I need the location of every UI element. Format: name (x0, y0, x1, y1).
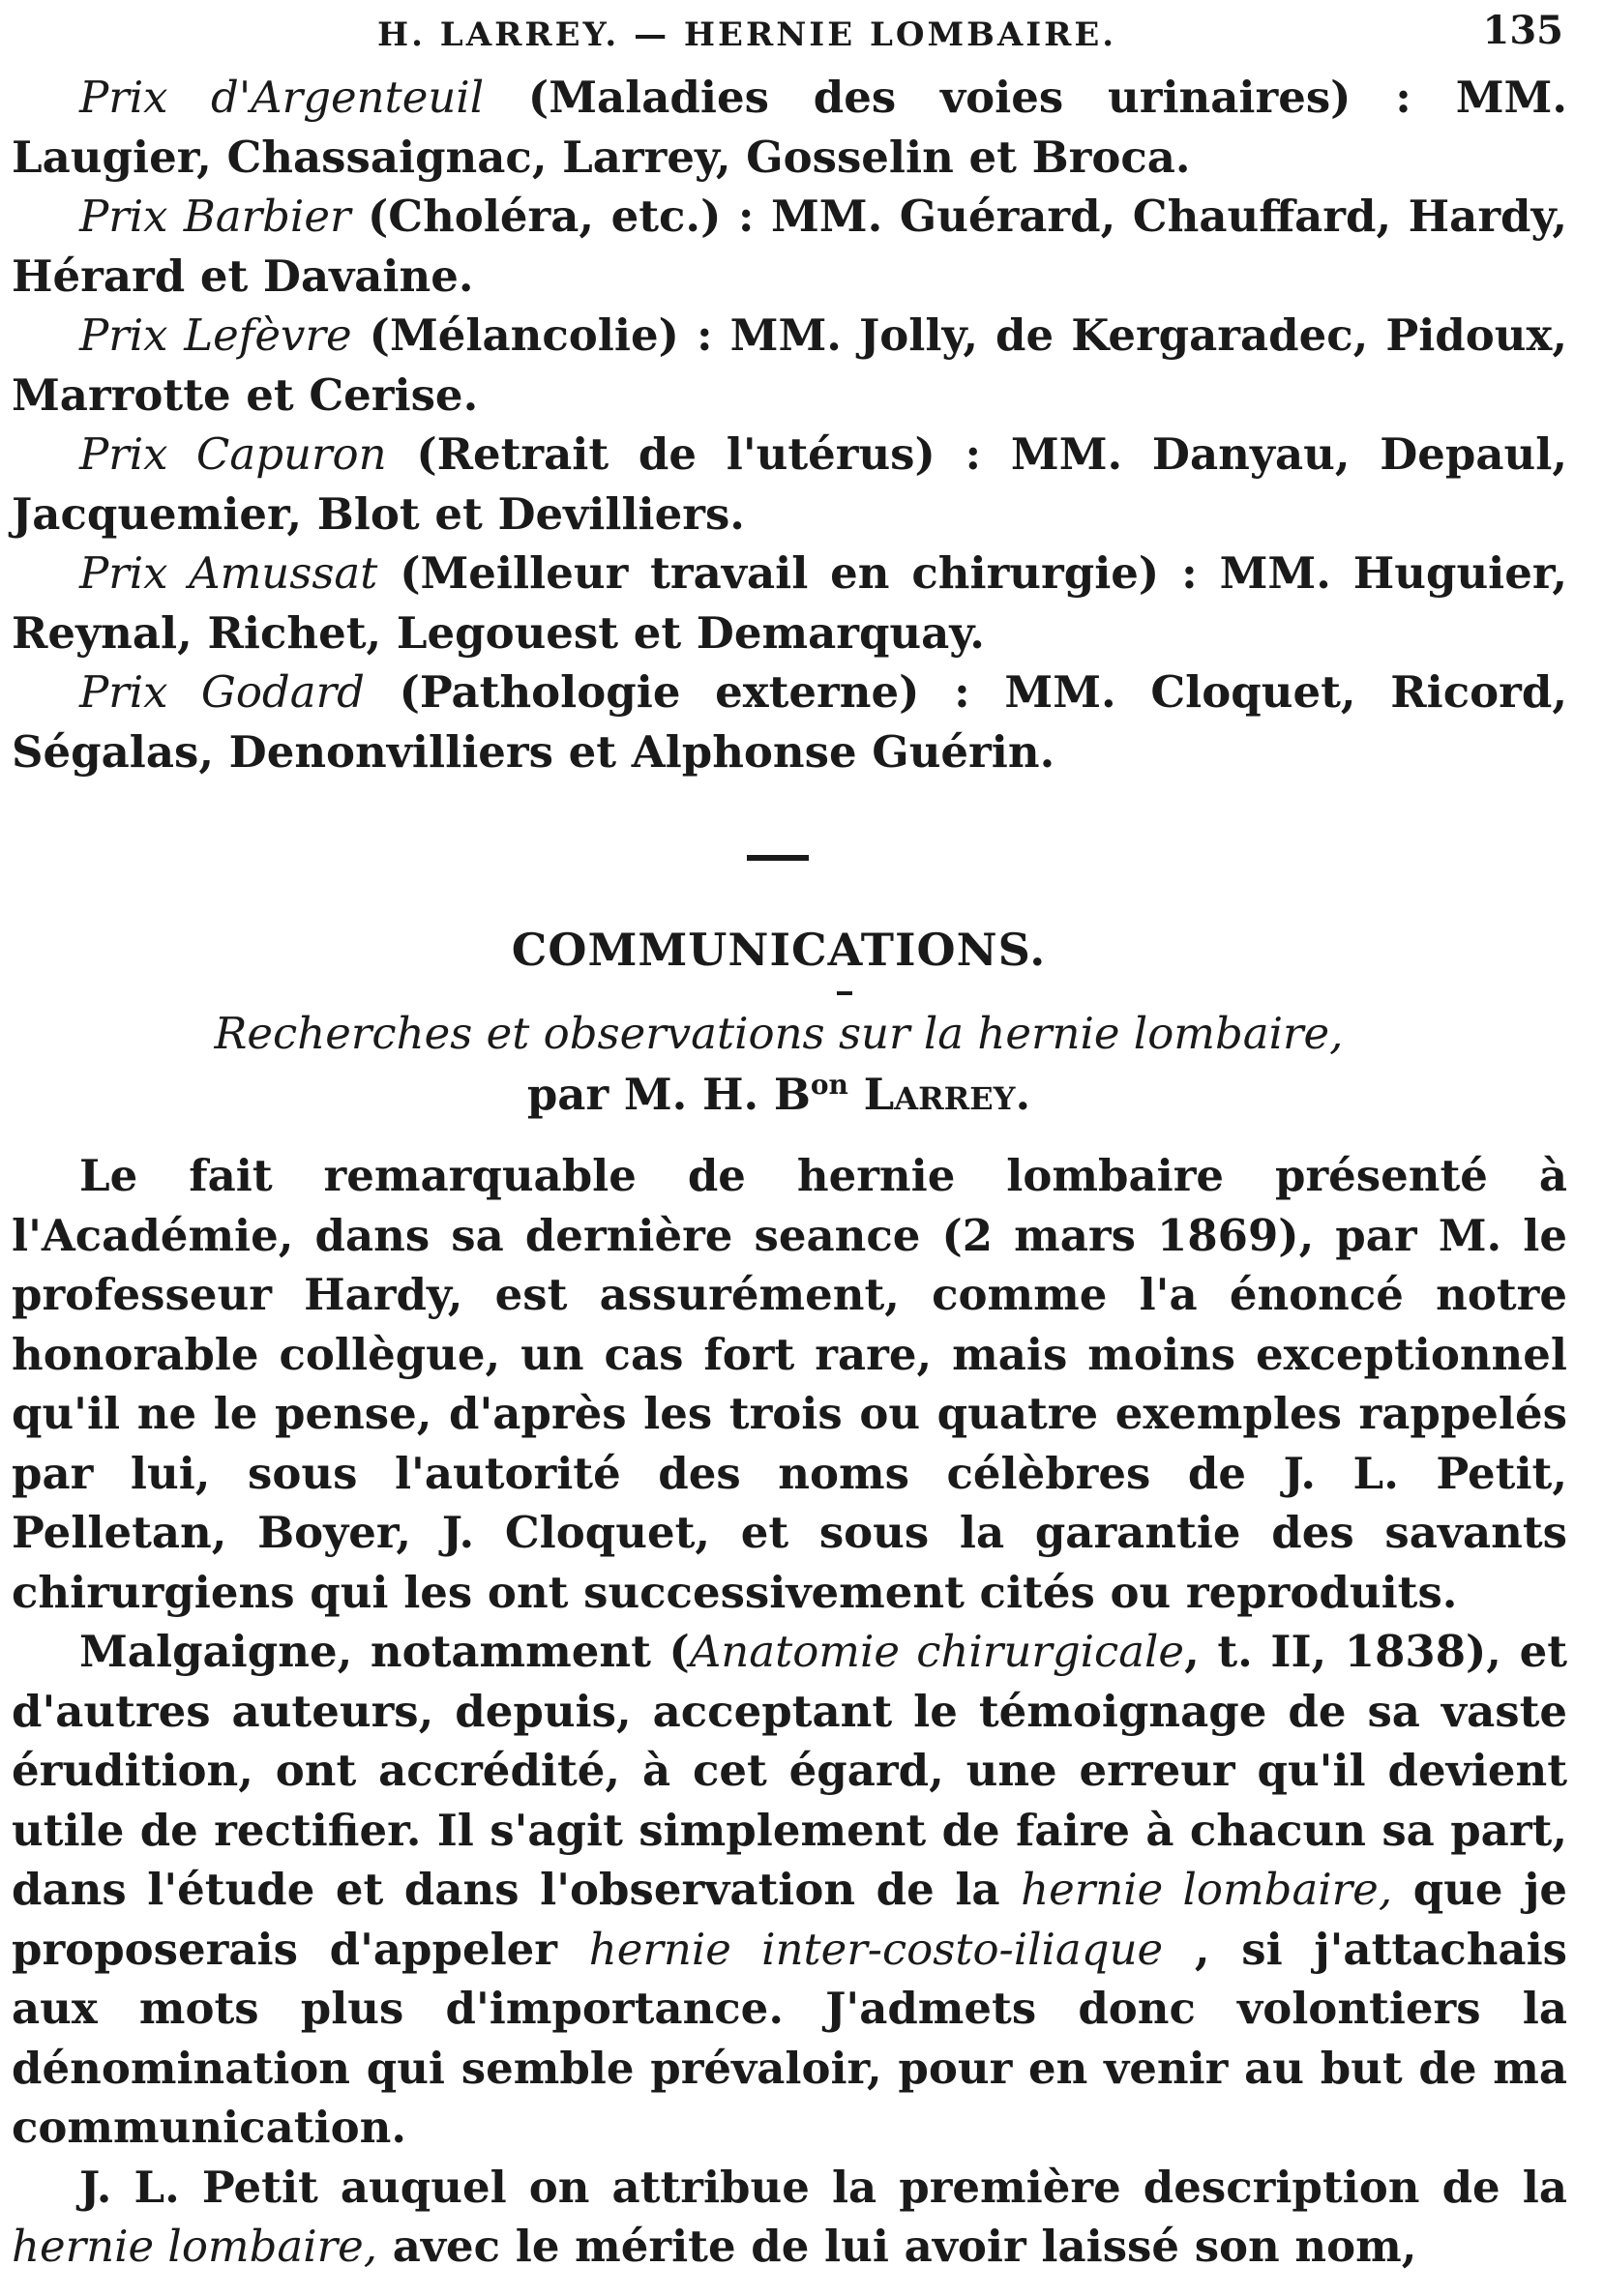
byline-prefix: par M. H. B (526, 1069, 811, 1120)
prize-entry (12, 187, 1567, 306)
body-paragraph: Le fait remarquable de hernie lombaire présenté à l'Académie, dans sa dernière seance (2 mars 1869), par M. le professeur Hardy, est assurément, comme l'a énoncé notre honorable collègue, un cas fort rare, mais moins exceptionnel qu'il ne le pense, d'après les trois ou quatre exemples rappelés par lui, sous l'autorité des noms célèbres de J. L. Petit, Pelletan, Boyer, J. Cloquet, et sous la garantie des savants chirurgiens qui les ont successivement cités ou reproduits. (12, 1150, 1567, 1618)
prize-name: Prix Lefèvre (79, 309, 352, 361)
article-byline (0, 1069, 1558, 1120)
byline-superscript: on (810, 1069, 848, 1101)
body-paragraph (12, 1622, 1567, 2158)
article-title: Recherches et observations sur la hernie lombaire, (214, 1008, 1344, 1059)
book-title: Anatomie chirurgicale (689, 1626, 1185, 1677)
page-header (0, 6, 1604, 64)
page-number: 135 (1482, 8, 1563, 53)
prize-name: Prix Barbier (79, 191, 351, 242)
prize-list (12, 68, 1567, 781)
text-run: Malgaigne, notamment ( (79, 1626, 690, 1677)
prize-entry (12, 306, 1567, 425)
section-title: COMMUNICATIONS. (511, 924, 1047, 976)
prize-details: (Retrait de l'utérus) : MM. Danyau, Depaul, Jacquemier, Blot et Devilliers. (12, 428, 1567, 540)
prize-entry (12, 68, 1567, 187)
prize-name: Prix Amussat (79, 547, 378, 599)
text-run: , si j'attachais aux mots plus d'importance. J'admets donc volontiers la dénomination qui semble prévaloir, pour en venir au but de ma communication. (12, 1923, 1568, 2153)
text-run: J. L. Petit auquel on attribue la première description de la (79, 2161, 1567, 2213)
italic-term: hernie lombaire, (12, 2221, 378, 2272)
italic-term: hernie lombaire, (1021, 1864, 1393, 1915)
italic-term: hernie inter-costo-iliaque (588, 1923, 1164, 1975)
byline-author: Larrey. (863, 1069, 1031, 1120)
prize-entry (12, 544, 1567, 662)
running-head: H. LARREY. — HERNIE LOMBAIRE. (377, 15, 1117, 54)
body-paragraph (12, 2158, 1567, 2277)
section-divider (747, 855, 809, 861)
text-run: , t. II, 1838), et d'autres auteurs, depuis, acceptant le témoignage de sa vaste érudition, ont accrédité, à cet égard, une erreur qu'il devient utile de rectifier. Il s'agit simplement de faire à chacun sa part, dans l'étude et dans l'observation de la (12, 1626, 1567, 1915)
text-run: avec le mérite de lui avoir laissé son nom, (377, 2221, 1417, 2272)
article-body (12, 1146, 1567, 2277)
prize-details: (Mélancolie) : MM. Jolly, de Kergaradec, Pidoux, Marrotte et Cerise. (12, 309, 1567, 421)
prize-name: Prix Godard (79, 666, 365, 718)
prize-details: (Meilleur travail en chirurgie) : MM. Huguier, Reynal, Richet, Legouest et Demarquay. (12, 547, 1567, 659)
prize-details: (Pathologie externe) : MM. Cloquet, Ricord, Ségalas, Denonvilliers et Alphonse Guérin. (12, 666, 1567, 778)
prize-details: (Maladies des voies urinaires) : MM. Laugier, Chassaignac, Larrey, Gosselin et Broca. (12, 72, 1567, 183)
prize-details: (Choléra, etc.) : MM. Guérard, Chauffard, Hardy, Hérard et Davaine. (12, 191, 1567, 302)
prize-name: Prix d'Argenteuil (79, 72, 485, 123)
prize-entry (12, 425, 1567, 544)
prize-name: Prix Capuron (79, 428, 387, 480)
text-run: que je proposerais d'appeler (12, 1864, 1567, 1975)
title-dash (837, 991, 852, 995)
prize-entry (12, 662, 1567, 781)
